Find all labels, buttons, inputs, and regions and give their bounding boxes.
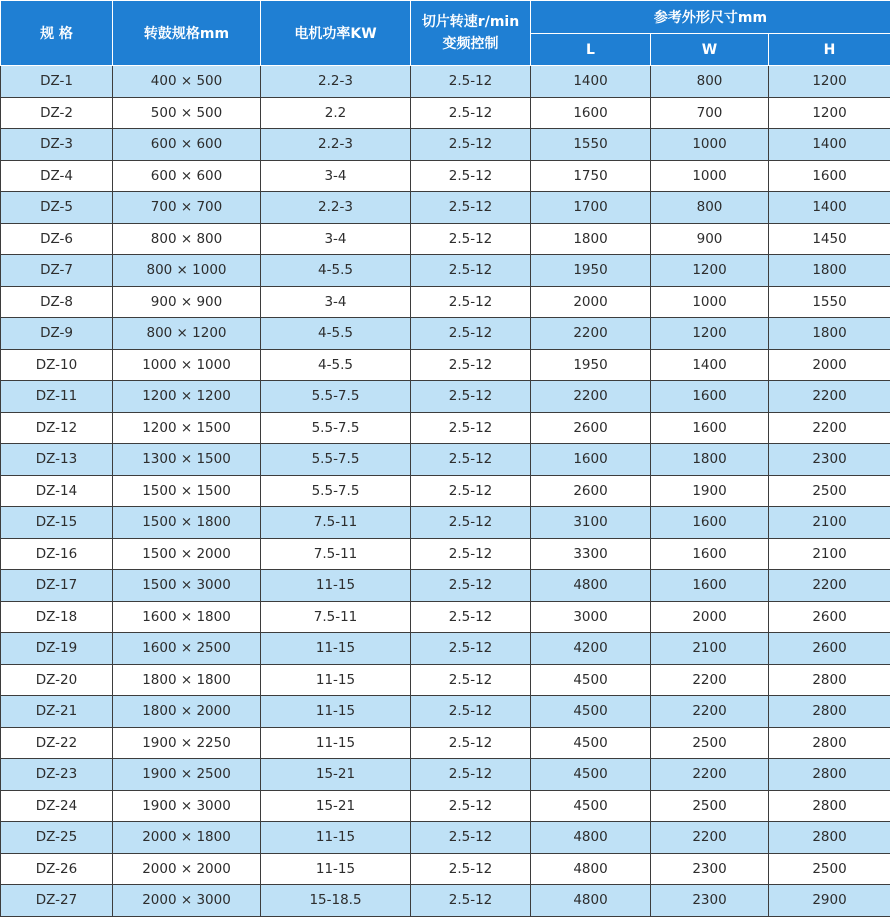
table-row [1,664,890,696]
table-row [1,412,890,444]
cell-slice-speed: 2.5-12 [411,790,531,822]
cell-drum-size: 1600 × 1800 [113,601,261,633]
cell-height: 1600 [769,160,890,192]
cell-model: DZ-27 [1,885,113,917]
cell-model: DZ-4 [1,160,113,192]
table-row [1,160,890,192]
cell-model: DZ-21 [1,696,113,728]
cell-motor-power: 7.5-11 [261,507,411,539]
cell-width: 1400 [651,349,769,381]
table-row [1,727,890,759]
table-header [1,1,890,66]
cell-motor-power: 11-15 [261,822,411,854]
cell-height: 1200 [769,66,890,98]
cell-model: DZ-24 [1,790,113,822]
cell-drum-size: 2000 × 3000 [113,885,261,917]
cell-slice-speed: 2.5-12 [411,570,531,602]
cell-slice-speed: 2.5-12 [411,97,531,129]
cell-motor-power: 15-21 [261,759,411,791]
cell-length: 4800 [531,853,651,885]
cell-height: 1550 [769,286,890,318]
cell-slice-speed: 2.5-12 [411,759,531,791]
cell-drum-size: 600 × 600 [113,129,261,161]
cell-width: 2000 [651,601,769,633]
cell-motor-power: 4-5.5 [261,255,411,287]
cell-motor-power: 2.2-3 [261,129,411,161]
cell-length: 2600 [531,475,651,507]
cell-length: 4500 [531,790,651,822]
cell-slice-speed: 2.5-12 [411,160,531,192]
cell-width: 2200 [651,822,769,854]
cell-motor-power: 5.5-7.5 [261,444,411,476]
cell-model: DZ-11 [1,381,113,413]
cell-slice-speed: 2.5-12 [411,444,531,476]
cell-model: DZ-26 [1,853,113,885]
cell-model: DZ-7 [1,255,113,287]
cell-width: 2100 [651,633,769,665]
cell-height: 2200 [769,412,890,444]
cell-drum-size: 1000 × 1000 [113,349,261,381]
cell-height: 2200 [769,381,890,413]
cell-width: 2300 [651,885,769,917]
cell-width: 1600 [651,381,769,413]
cell-length: 1800 [531,223,651,255]
cell-height: 2000 [769,349,890,381]
table-row [1,381,890,413]
cell-drum-size: 700 × 700 [113,192,261,224]
cell-height: 1800 [769,255,890,287]
cell-motor-power: 5.5-7.5 [261,381,411,413]
cell-height: 2300 [769,444,890,476]
cell-width: 1600 [651,538,769,570]
cell-model: DZ-12 [1,412,113,444]
cell-slice-speed: 2.5-12 [411,129,531,161]
cell-drum-size: 1500 × 1500 [113,475,261,507]
cell-drum-size: 1500 × 1800 [113,507,261,539]
header-motor-power: 电机功率KW [261,1,411,66]
cell-model: DZ-8 [1,286,113,318]
cell-model: DZ-10 [1,349,113,381]
table-row [1,538,890,570]
cell-drum-size: 1500 × 3000 [113,570,261,602]
cell-height: 2800 [769,822,890,854]
cell-slice-speed: 2.5-12 [411,475,531,507]
cell-drum-size: 800 × 800 [113,223,261,255]
cell-drum-size: 1200 × 1200 [113,381,261,413]
cell-model: DZ-22 [1,727,113,759]
cell-drum-size: 900 × 900 [113,286,261,318]
cell-drum-size: 800 × 1000 [113,255,261,287]
header-dimensions: 参考外形尺寸mm [531,1,890,34]
header-slice-speed [411,1,531,66]
cell-width: 2200 [651,664,769,696]
cell-slice-speed: 2.5-12 [411,412,531,444]
table-row [1,696,890,728]
cell-drum-size: 1300 × 1500 [113,444,261,476]
cell-model: DZ-18 [1,601,113,633]
cell-height: 2600 [769,601,890,633]
cell-slice-speed: 2.5-12 [411,286,531,318]
cell-height: 1400 [769,192,890,224]
table-row [1,507,890,539]
cell-drum-size: 2000 × 2000 [113,853,261,885]
table-row [1,318,890,350]
cell-drum-size: 1600 × 2500 [113,633,261,665]
header-slice-speed-line1: 切片转速r/min [422,14,519,30]
cell-model: DZ-3 [1,129,113,161]
cell-width: 2300 [651,853,769,885]
cell-slice-speed: 2.5-12 [411,507,531,539]
cell-length: 4800 [531,822,651,854]
header-length: L [531,34,651,66]
cell-drum-size: 1900 × 2250 [113,727,261,759]
cell-width: 1600 [651,412,769,444]
cell-slice-speed: 2.5-12 [411,381,531,413]
cell-height: 2500 [769,853,890,885]
cell-motor-power: 11-15 [261,727,411,759]
cell-motor-power: 15-21 [261,790,411,822]
cell-length: 1950 [531,349,651,381]
cell-motor-power: 2.2 [261,97,411,129]
cell-length: 4500 [531,727,651,759]
cell-height: 2800 [769,790,890,822]
cell-motor-power: 7.5-11 [261,601,411,633]
cell-height: 2100 [769,538,890,570]
cell-length: 2200 [531,318,651,350]
header-model: 规 格 [1,1,113,66]
cell-length: 2600 [531,412,651,444]
cell-slice-speed: 2.5-12 [411,318,531,350]
cell-model: DZ-17 [1,570,113,602]
cell-model: DZ-25 [1,822,113,854]
cell-height: 2800 [769,759,890,791]
table-row [1,97,890,129]
cell-width: 700 [651,97,769,129]
cell-height: 2500 [769,475,890,507]
cell-width: 1600 [651,507,769,539]
cell-motor-power: 11-15 [261,633,411,665]
cell-height: 1450 [769,223,890,255]
cell-width: 1000 [651,286,769,318]
cell-length: 1950 [531,255,651,287]
cell-motor-power: 3-4 [261,286,411,318]
table-row [1,444,890,476]
table-row [1,822,890,854]
cell-motor-power: 4-5.5 [261,349,411,381]
cell-motor-power: 11-15 [261,853,411,885]
cell-motor-power: 3-4 [261,160,411,192]
cell-model: DZ-19 [1,633,113,665]
cell-motor-power: 11-15 [261,664,411,696]
cell-slice-speed: 2.5-12 [411,633,531,665]
cell-slice-speed: 2.5-12 [411,822,531,854]
table-row [1,853,890,885]
table-row [1,66,890,98]
cell-drum-size: 1800 × 1800 [113,664,261,696]
cell-width: 2500 [651,727,769,759]
table-row [1,286,890,318]
cell-width: 1800 [651,444,769,476]
table-row [1,790,890,822]
cell-width: 1200 [651,255,769,287]
table-row [1,475,890,507]
header-drum-size: 转鼓规格mm [113,1,261,66]
cell-height: 2800 [769,727,890,759]
cell-drum-size: 800 × 1200 [113,318,261,350]
cell-length: 4800 [531,885,651,917]
table-row [1,633,890,665]
cell-width: 2200 [651,759,769,791]
cell-slice-speed: 2.5-12 [411,601,531,633]
table-row [1,601,890,633]
cell-drum-size: 1900 × 2500 [113,759,261,791]
cell-motor-power: 5.5-7.5 [261,475,411,507]
cell-drum-size: 400 × 500 [113,66,261,98]
cell-height: 2900 [769,885,890,917]
cell-motor-power: 15-18.5 [261,885,411,917]
table-body [1,66,890,917]
cell-length: 4500 [531,664,651,696]
cell-motor-power: 11-15 [261,696,411,728]
cell-length: 1550 [531,129,651,161]
cell-motor-power: 11-15 [261,570,411,602]
cell-slice-speed: 2.5-12 [411,223,531,255]
cell-drum-size: 1800 × 2000 [113,696,261,728]
cell-slice-speed: 2.5-12 [411,853,531,885]
cell-length: 4200 [531,633,651,665]
cell-length: 4800 [531,570,651,602]
cell-drum-size: 1200 × 1500 [113,412,261,444]
cell-height: 1800 [769,318,890,350]
cell-width: 1000 [651,129,769,161]
cell-height: 2800 [769,696,890,728]
cell-slice-speed: 2.5-12 [411,349,531,381]
cell-motor-power: 2.2-3 [261,66,411,98]
header-height: H [769,34,890,66]
cell-model: DZ-14 [1,475,113,507]
cell-slice-speed: 2.5-12 [411,727,531,759]
cell-slice-speed: 2.5-12 [411,885,531,917]
cell-height: 1200 [769,97,890,129]
cell-length: 4500 [531,696,651,728]
cell-model: DZ-15 [1,507,113,539]
header-width: W [651,34,769,66]
table-row [1,129,890,161]
cell-length: 4500 [531,759,651,791]
cell-slice-speed: 2.5-12 [411,255,531,287]
cell-slice-speed: 2.5-12 [411,664,531,696]
cell-slice-speed: 2.5-12 [411,192,531,224]
cell-width: 1200 [651,318,769,350]
cell-model: DZ-1 [1,66,113,98]
cell-model: DZ-16 [1,538,113,570]
header-slice-speed-line2: 变频控制 [443,36,499,52]
cell-length: 1700 [531,192,651,224]
cell-width: 1900 [651,475,769,507]
cell-length: 1400 [531,66,651,98]
cell-model: DZ-23 [1,759,113,791]
cell-model: DZ-6 [1,223,113,255]
cell-drum-size: 1900 × 3000 [113,790,261,822]
cell-width: 2200 [651,696,769,728]
cell-model: DZ-9 [1,318,113,350]
cell-slice-speed: 2.5-12 [411,538,531,570]
cell-model: DZ-13 [1,444,113,476]
table-row [1,349,890,381]
cell-height: 2800 [769,664,890,696]
cell-model: DZ-2 [1,97,113,129]
cell-height: 2100 [769,507,890,539]
cell-slice-speed: 2.5-12 [411,696,531,728]
cell-width: 800 [651,66,769,98]
cell-width: 2500 [651,790,769,822]
cell-length: 1600 [531,97,651,129]
cell-motor-power: 5.5-7.5 [261,412,411,444]
table-row [1,570,890,602]
cell-drum-size: 500 × 500 [113,97,261,129]
cell-drum-size: 2000 × 1800 [113,822,261,854]
cell-motor-power: 2.2-3 [261,192,411,224]
table-row [1,759,890,791]
cell-length: 3000 [531,601,651,633]
table-row [1,192,890,224]
cell-drum-size: 600 × 600 [113,160,261,192]
cell-length: 2000 [531,286,651,318]
cell-width: 800 [651,192,769,224]
cell-length: 3300 [531,538,651,570]
cell-length: 1750 [531,160,651,192]
cell-motor-power: 3-4 [261,223,411,255]
cell-height: 2200 [769,570,890,602]
table-row [1,223,890,255]
cell-width: 1000 [651,160,769,192]
table-row [1,885,890,917]
cell-height: 1400 [769,129,890,161]
cell-width: 1600 [651,570,769,602]
cell-motor-power: 7.5-11 [261,538,411,570]
cell-drum-size: 1500 × 2000 [113,538,261,570]
cell-motor-power: 4-5.5 [261,318,411,350]
cell-width: 900 [651,223,769,255]
cell-model: DZ-20 [1,664,113,696]
cell-length: 1600 [531,444,651,476]
table-row [1,255,890,287]
cell-length: 2200 [531,381,651,413]
cell-slice-speed: 2.5-12 [411,66,531,98]
cell-height: 2600 [769,633,890,665]
cell-model: DZ-5 [1,192,113,224]
cell-length: 3100 [531,507,651,539]
